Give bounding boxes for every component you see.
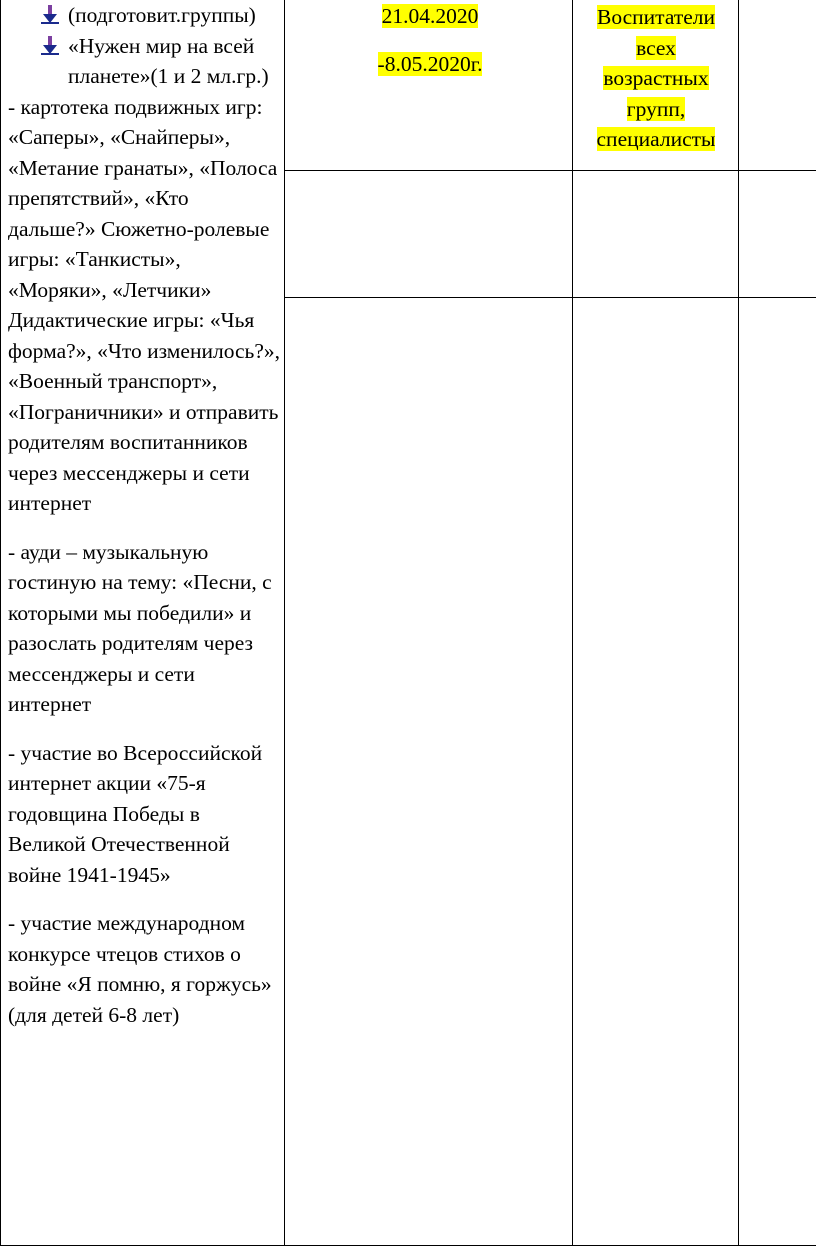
activity-paragraph: - участие международном конкурсе чтецов стихов о войне «Я помню, я горжусь» (для детей 6-8 лет) <box>8 911 272 1027</box>
table-row-divider <box>284 170 816 171</box>
date-end-text: -8.05.2020г. <box>377 52 483 76</box>
table-border-bottom <box>0 1245 816 1246</box>
responsible-line: групп, <box>626 96 686 121</box>
bullet-list <box>8 0 280 92</box>
responsible-cell <box>576 2 736 155</box>
table-border-left <box>0 0 1 1245</box>
arrow-down-bullet-icon <box>40 36 60 56</box>
table-row-divider <box>284 297 816 298</box>
list-item <box>8 31 280 92</box>
activities-cell <box>8 0 280 1030</box>
responsible-line: возрастных <box>603 66 709 90</box>
date-start-text: 21.04.2020 <box>381 4 479 28</box>
date-end <box>288 51 572 77</box>
arrow-down-bullet-icon <box>40 5 60 25</box>
date-start <box>288 3 572 29</box>
responsible-line: Воспитатели <box>597 5 715 29</box>
bullet-text: (подготовит.группы) <box>68 3 256 27</box>
activity-paragraph: - ауди – музыкальную гостиную на тему: «Песни, с которыми мы победили» и разослать родителям через мессенджеры и сети интернет <box>8 539 272 716</box>
bullet-text: «Нужен мир на всей планете»(1 и 2 мл.гр.) <box>68 33 269 88</box>
table-border-col1 <box>284 0 285 1245</box>
list-item <box>8 0 280 31</box>
table-border-col3 <box>738 0 739 1245</box>
responsible-line: всех <box>636 35 676 60</box>
activity-paragraph: - картотека подвижных игр: «Саперы», «Снайперы», «Метание гранаты», «Полоса препятствий», «Кто дальше?» Сюжетно-ролевые игры: «Танкисты», «Моряки», «Летчики» Дидактические игры: «Чья форма?», «Что изменилось?», «Военный транспорт», «Пограничники» и отправить родителям воспитанников через мессенджеры и сети интернет <box>8 94 280 515</box>
table-border-col2 <box>572 0 573 1245</box>
responsible-line: специалисты <box>596 127 716 151</box>
activity-paragraph: - участие во Всероссийской интернет акции «75-я годовщина Победы в Великой Отечественной войне 1941-1945» <box>8 740 263 887</box>
